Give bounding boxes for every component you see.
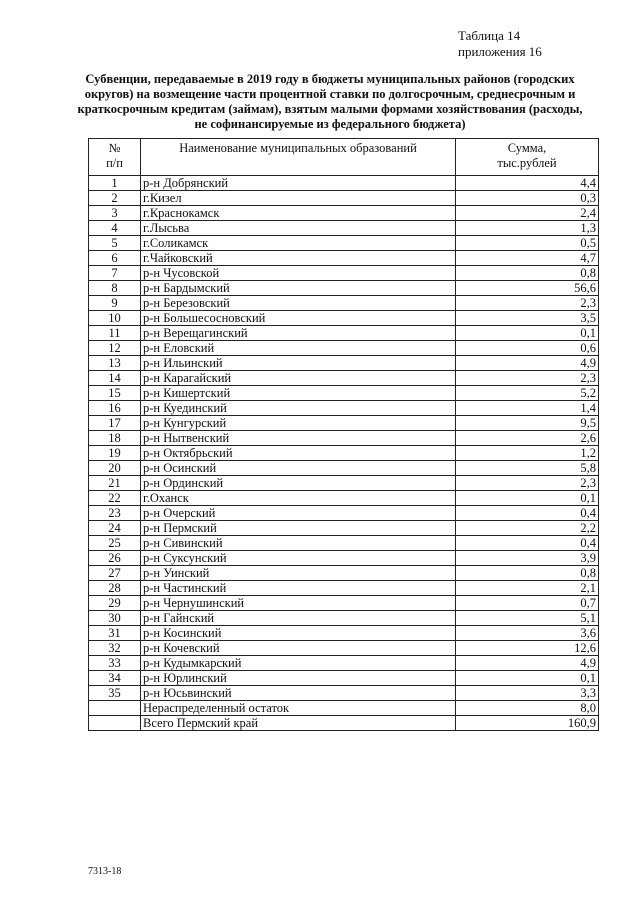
municipality-name: р-н Карагайский — [141, 371, 456, 386]
subsidy-amount: 5,1 — [456, 611, 599, 626]
subsidy-amount: 0,7 — [456, 596, 599, 611]
subsidy-amount: 3,5 — [456, 311, 599, 326]
municipality-name: р-н Юсьвинский — [141, 686, 456, 701]
subsidy-amount: 0,1 — [456, 671, 599, 686]
municipality-name: р-н Ильинский — [141, 356, 456, 371]
municipality-name: р-н Верещагинский — [141, 326, 456, 341]
row-number: 35 — [89, 686, 141, 701]
municipality-name: р-н Чусовской — [141, 266, 456, 281]
municipality-name: р-н Нытвенский — [141, 431, 456, 446]
municipality-name: Всего Пермский край — [141, 716, 456, 731]
table-row — [89, 281, 599, 296]
document-title: Субвенции, передаваемые в 2019 году в бюджеты муниципальных районов (городских округов) на возмещение части процентной ставки по долгосрочным, среднесрочным и краткосрочным кредитам (займам), взятым малыми формами хозяйствования (расходы, не софинансируемые из федерального бюджета) — [77, 72, 583, 131]
table-row — [89, 686, 599, 701]
row-number — [89, 716, 141, 731]
subsidy-amount: 0,6 — [456, 341, 599, 356]
subsidy-amount: 0,1 — [456, 326, 599, 341]
subsidy-amount: 1,4 — [456, 401, 599, 416]
subsidy-table — [88, 138, 599, 731]
table-row — [89, 656, 599, 671]
municipality-name: р-н Чернушинский — [141, 596, 456, 611]
row-number: 2 — [89, 191, 141, 206]
municipality-name: г.Кизел — [141, 191, 456, 206]
municipality-name: р-н Сивинский — [141, 536, 456, 551]
table-row — [89, 266, 599, 281]
row-number: 5 — [89, 236, 141, 251]
appendix-number: приложения 16 — [458, 44, 542, 59]
table-number: Таблица 14 — [458, 28, 521, 43]
subsidy-amount: 2,3 — [456, 371, 599, 386]
municipality-name: р-н Кунгурский — [141, 416, 456, 431]
row-number: 28 — [89, 581, 141, 596]
table-row — [89, 506, 599, 521]
municipality-name: р-н Гайнский — [141, 611, 456, 626]
row-number: 8 — [89, 281, 141, 296]
table-header-row — [89, 139, 599, 176]
row-number — [89, 701, 141, 716]
row-number: 15 — [89, 386, 141, 401]
row-number: 7 — [89, 266, 141, 281]
municipality-name: г.Лысьва — [141, 221, 456, 236]
row-number: 10 — [89, 311, 141, 326]
municipality-name: р-н Суксунский — [141, 551, 456, 566]
row-number: 18 — [89, 431, 141, 446]
municipality-name: Нераспределенный остаток — [141, 701, 456, 716]
row-number: 14 — [89, 371, 141, 386]
col-header-name: Наименование муниципальных образований — [141, 139, 456, 176]
subsidy-amount: 4,9 — [456, 356, 599, 371]
table-row — [89, 191, 599, 206]
row-number: 4 — [89, 221, 141, 236]
municipality-name: г.Краснокамск — [141, 206, 456, 221]
municipality-name: р-н Частинский — [141, 581, 456, 596]
municipality-name: р-н Кудымкарский — [141, 656, 456, 671]
table-row — [89, 521, 599, 536]
row-number: 32 — [89, 641, 141, 656]
row-number: 9 — [89, 296, 141, 311]
subsidy-amount: 3,6 — [456, 626, 599, 641]
municipality-name: р-н Ординский — [141, 476, 456, 491]
subsidy-amount: 2,1 — [456, 581, 599, 596]
table-row — [89, 296, 599, 311]
subsidy-amount: 4,9 — [456, 656, 599, 671]
table-row — [89, 386, 599, 401]
row-number: 27 — [89, 566, 141, 581]
municipality-name: р-н Октябрьский — [141, 446, 456, 461]
table-row — [89, 431, 599, 446]
row-number: 20 — [89, 461, 141, 476]
subsidy-amount: 1,2 — [456, 446, 599, 461]
table-row — [89, 566, 599, 581]
table-row — [89, 551, 599, 566]
table-row — [89, 176, 599, 191]
table-row — [89, 671, 599, 686]
table-body — [89, 176, 599, 731]
table-row — [89, 701, 599, 716]
table-row — [89, 416, 599, 431]
row-number: 34 — [89, 671, 141, 686]
municipality-name: р-н Еловский — [141, 341, 456, 356]
row-number: 1 — [89, 176, 141, 191]
row-number: 16 — [89, 401, 141, 416]
row-number: 22 — [89, 491, 141, 506]
subsidy-amount: 9,5 — [456, 416, 599, 431]
subsidy-amount: 8,0 — [456, 701, 599, 716]
table-row — [89, 491, 599, 506]
subsidy-amount: 12,6 — [456, 641, 599, 656]
subsidy-amount: 3,9 — [456, 551, 599, 566]
table-row — [89, 611, 599, 626]
municipality-name: г.Соликамск — [141, 236, 456, 251]
row-number: 13 — [89, 356, 141, 371]
subsidy-amount: 2,3 — [456, 476, 599, 491]
subsidy-amount: 0,8 — [456, 266, 599, 281]
municipality-name: р-н Большесосновский — [141, 311, 456, 326]
table-row — [89, 716, 599, 731]
municipality-name: р-н Уинский — [141, 566, 456, 581]
row-number: 24 — [89, 521, 141, 536]
subsidy-amount: 0,5 — [456, 236, 599, 251]
table-row — [89, 446, 599, 461]
subsidy-amount: 0,3 — [456, 191, 599, 206]
row-number: 29 — [89, 596, 141, 611]
subsidy-amount: 5,2 — [456, 386, 599, 401]
table-row — [89, 476, 599, 491]
subsidy-amount: 1,3 — [456, 221, 599, 236]
subsidy-amount: 2,2 — [456, 521, 599, 536]
row-number: 3 — [89, 206, 141, 221]
municipality-name: р-н Куединский — [141, 401, 456, 416]
table-row — [89, 341, 599, 356]
subsidy-amount: 3,3 — [456, 686, 599, 701]
subsidy-amount: 56,6 — [456, 281, 599, 296]
row-number: 6 — [89, 251, 141, 266]
row-number: 12 — [89, 341, 141, 356]
table-reference — [458, 28, 542, 60]
municipality-name: р-н Пермский — [141, 521, 456, 536]
row-number: 17 — [89, 416, 141, 431]
table-row — [89, 311, 599, 326]
municipality-name: р-н Осинский — [141, 461, 456, 476]
municipality-name: р-н Очерский — [141, 506, 456, 521]
row-number: 26 — [89, 551, 141, 566]
row-number: 23 — [89, 506, 141, 521]
table-row — [89, 581, 599, 596]
subsidy-amount: 0,8 — [456, 566, 599, 581]
table-row — [89, 236, 599, 251]
subsidy-amount: 5,8 — [456, 461, 599, 476]
subsidy-amount: 0,4 — [456, 536, 599, 551]
row-number: 33 — [89, 656, 141, 671]
municipality-name: р-н Кишертский — [141, 386, 456, 401]
municipality-name: р-н Березовский — [141, 296, 456, 311]
col-header-number: № п/п — [89, 139, 141, 176]
municipality-name: р-н Добрянский — [141, 176, 456, 191]
document-code: 7313-18 — [88, 866, 122, 877]
row-number: 30 — [89, 611, 141, 626]
municipality-name: р-н Кочевский — [141, 641, 456, 656]
municipality-name: г.Оханск — [141, 491, 456, 506]
subsidy-amount: 160,9 — [456, 716, 599, 731]
table-row — [89, 626, 599, 641]
table-row — [89, 356, 599, 371]
subsidy-amount: 2,4 — [456, 206, 599, 221]
municipality-name: г.Чайковский — [141, 251, 456, 266]
table-row — [89, 401, 599, 416]
table-row — [89, 221, 599, 236]
subsidy-amount: 2,6 — [456, 431, 599, 446]
municipality-name: р-н Бардымский — [141, 281, 456, 296]
table-row — [89, 251, 599, 266]
municipality-name: р-н Косинский — [141, 626, 456, 641]
row-number: 21 — [89, 476, 141, 491]
table-row — [89, 206, 599, 221]
subsidy-amount: 2,3 — [456, 296, 599, 311]
subsidy-amount: 0,4 — [456, 506, 599, 521]
col-header-sum: Сумма, тыс.рублей — [456, 139, 599, 176]
table-row — [89, 371, 599, 386]
table-row — [89, 461, 599, 476]
table-row — [89, 596, 599, 611]
row-number: 19 — [89, 446, 141, 461]
row-number: 11 — [89, 326, 141, 341]
row-number: 31 — [89, 626, 141, 641]
table-row — [89, 326, 599, 341]
subsidy-amount: 4,4 — [456, 176, 599, 191]
table-row — [89, 536, 599, 551]
municipality-name: р-н Юрлинский — [141, 671, 456, 686]
row-number: 25 — [89, 536, 141, 551]
table-row — [89, 641, 599, 656]
subsidy-amount: 4,7 — [456, 251, 599, 266]
subsidy-amount: 0,1 — [456, 491, 599, 506]
